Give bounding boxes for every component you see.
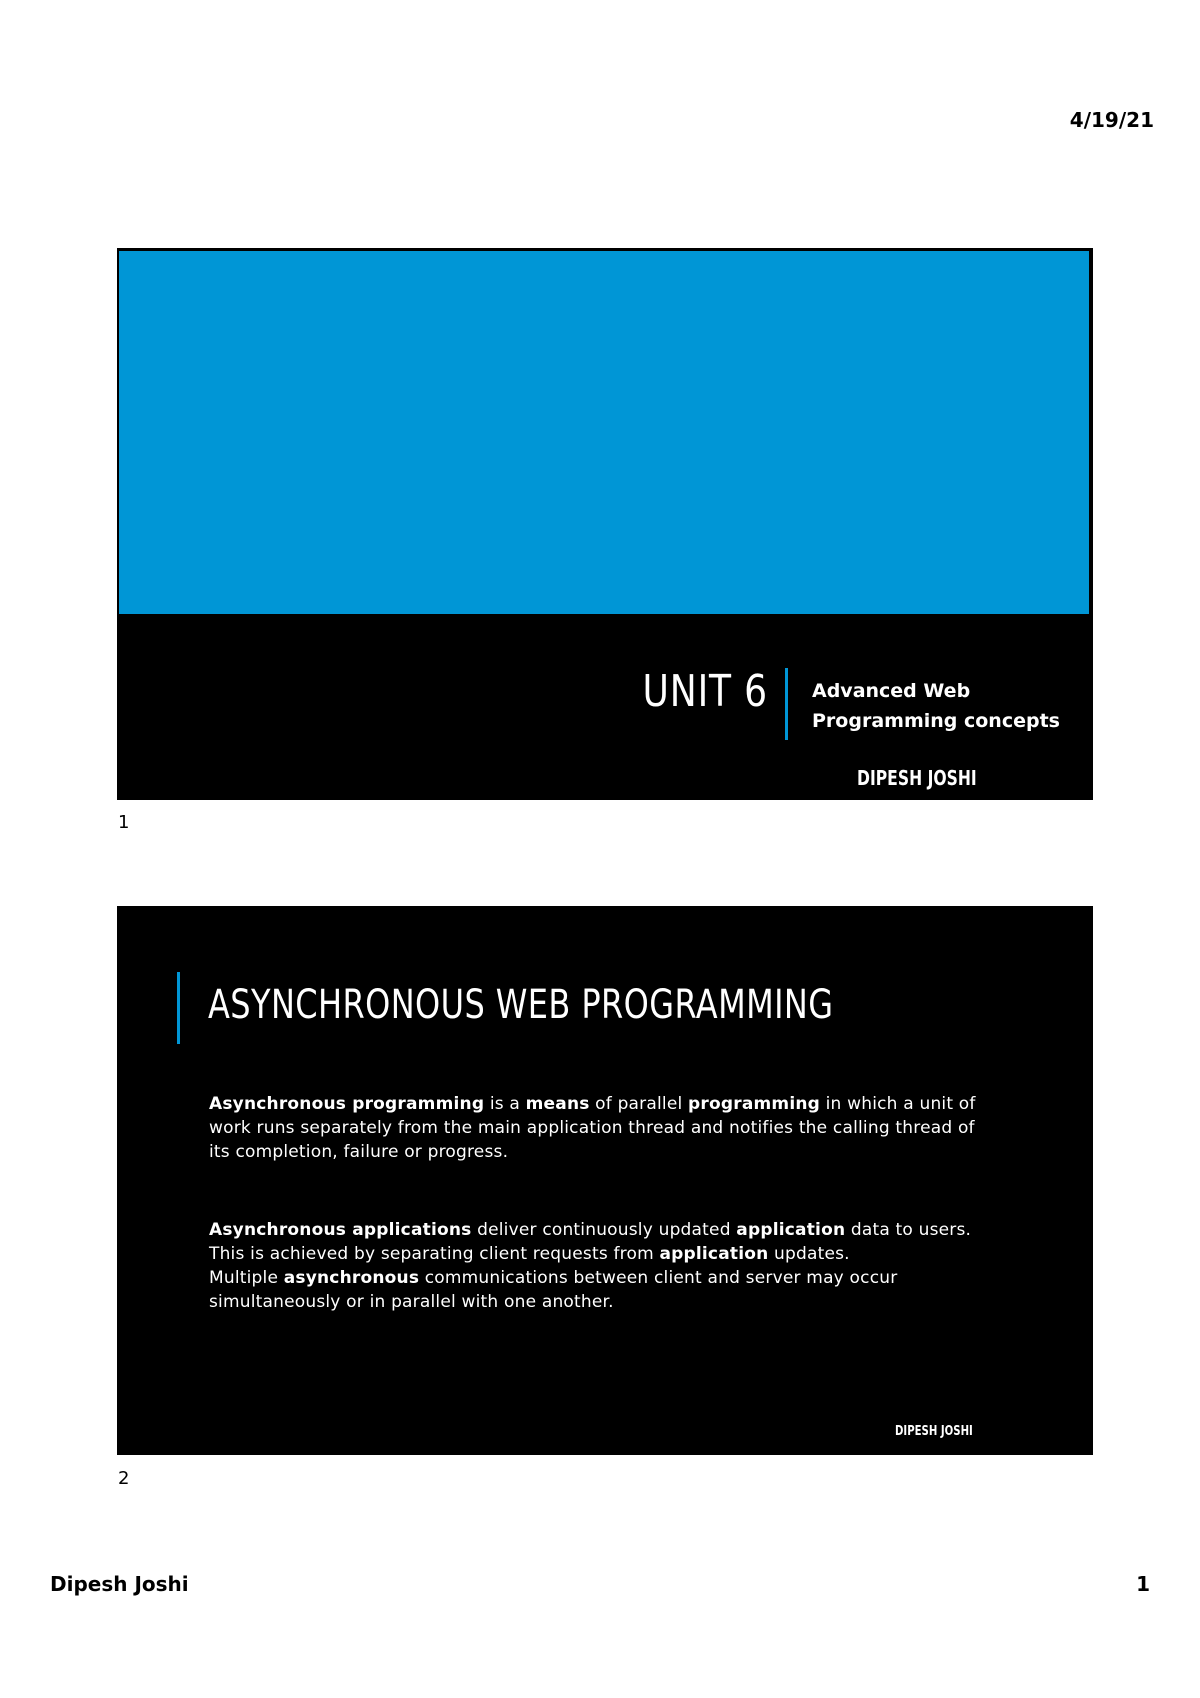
page-date: 4/19/21 <box>1069 108 1154 132</box>
line <box>209 1218 979 1242</box>
hero-banner <box>119 251 1089 614</box>
slide-heading: ASYNCHRONOUS WEB PROGRAMMING <box>208 982 834 1028</box>
accent-bar <box>785 668 788 740</box>
accent-bar <box>177 972 180 1044</box>
slide-author: DIPESH JOSHI <box>857 766 977 790</box>
slide-author: DIPESH JOSHI <box>895 1424 973 1439</box>
text-bold: means <box>525 1094 590 1114</box>
slide-1-title <box>117 248 1093 800</box>
text: in which a unit of work runs separately from the main application thread and notifies the calling thread of its completion, failure or progress. <box>209 1094 976 1162</box>
text-bold: application <box>659 1244 769 1264</box>
text: Multiple <box>209 1268 284 1288</box>
subtitle-line-1: Advanced Web <box>812 680 971 702</box>
text: is a <box>484 1094 526 1114</box>
text: deliver continuously updated <box>471 1220 737 1240</box>
text: of parallel <box>589 1094 689 1114</box>
footer-page-number: 1 <box>1136 1572 1150 1596</box>
slide-2-content <box>117 906 1093 1455</box>
text: data to users. <box>845 1220 972 1240</box>
text-bold: asynchronous <box>283 1268 420 1288</box>
slide-subtitle <box>812 676 1060 736</box>
text-bold: Asynchronous applications <box>209 1220 472 1240</box>
paragraph-async-programming <box>209 1092 979 1164</box>
unit-title: UNIT 6 <box>642 666 768 717</box>
text: updates. <box>768 1244 850 1264</box>
line <box>209 1242 979 1266</box>
text-bold: Asynchronous programming <box>209 1094 485 1114</box>
text: communications between client and server may occur simultaneously or in parallel with one another. <box>209 1268 898 1312</box>
paragraph-async-applications <box>209 1218 979 1314</box>
slide-number-1: 1 <box>118 812 130 833</box>
text: This is achieved by separating client requests from <box>209 1244 660 1264</box>
slide-number-2: 2 <box>118 1468 130 1489</box>
footer-author: Dipesh Joshi <box>50 1572 189 1596</box>
subtitle-line-2: Programming concepts <box>812 710 1060 732</box>
line <box>209 1266 979 1314</box>
text-bold: programming <box>688 1094 821 1114</box>
text-bold: application <box>736 1220 846 1240</box>
